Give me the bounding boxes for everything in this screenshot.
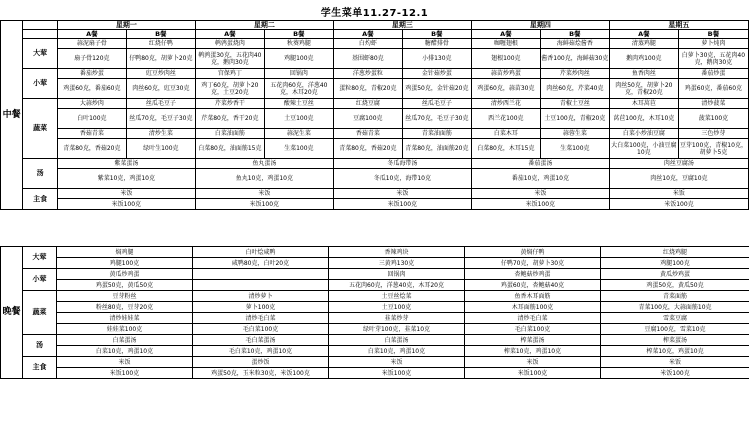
dish-amount: 莴苣100克，木耳10克 — [609, 109, 678, 129]
dish-name: 萝卜炖肉 — [678, 39, 748, 49]
dish-amount: 毛白菜100克 — [193, 324, 329, 335]
category-staple: 主食 — [23, 357, 57, 379]
soup-amount: 白菜10克，鸡蛋10克 — [329, 346, 465, 357]
dish-amount: 白菜80克，木耳15克 — [471, 139, 540, 159]
dish-name: 白叶烩咸鸭 — [193, 247, 329, 258]
category-big-meat: 大荤 — [23, 39, 58, 69]
dish-amount: 咸鸭80克，白叶20克 — [193, 258, 329, 269]
dish-amount: 鸡蛋60克，蒜苗30克 — [471, 79, 540, 99]
package-b-header: B餐 — [540, 30, 609, 39]
soup-name: 肉丝豆腐汤 — [609, 159, 748, 169]
dish-name: 韭菜炒芽 — [329, 313, 465, 324]
dish-amount: 白叶100克 — [57, 109, 126, 129]
dish-name: 青菜油面筋 — [402, 129, 471, 139]
dish-name: 蒜泥扇子骨 — [57, 39, 126, 49]
dish-amount: 豆腐100克 — [333, 109, 402, 129]
dish-amount: 鸡腿100克 — [264, 49, 333, 69]
dish-amount: 鸡蛋60克，番茄60克 — [678, 79, 748, 99]
day-header: 星期四 — [471, 21, 609, 30]
dinner-section-label: 晚餐 — [1, 247, 23, 379]
dish-amount: 肉丝50克，胡萝卜20克，青椒20克 — [609, 79, 678, 99]
dish-amount: 土豆100克 — [329, 302, 465, 313]
dish-amount: 生菜100克 — [540, 139, 609, 159]
dish-amount: 西兰花100克 — [471, 109, 540, 129]
dish-amount: 绿叶芽100克，韭菜10克 — [329, 324, 465, 335]
dish-amount: 鹅肉鸡100克 — [609, 49, 678, 69]
staple-name: 米饭 — [601, 357, 749, 368]
dish-amount: 肉丝60克，芹菜40克 — [540, 79, 609, 99]
dish-amount: 鸡蛋50克，黄瓜50克 — [601, 280, 749, 291]
package-b-header: B餐 — [264, 30, 333, 39]
soup-amount: 榨菜10克，鸡蛋10克 — [601, 346, 749, 357]
dish-name: 清炒毛白菜 — [465, 313, 601, 324]
soup-amount: 紫菜10克，鸡蛋10克 — [57, 169, 195, 189]
day-header: 星期五 — [609, 21, 748, 30]
dish-amount: 仔鸭80克，胡萝卜20克 — [126, 49, 195, 69]
dish-amount: 基围虾80克 — [333, 49, 402, 69]
dish-name: 金针菇炒蛋 — [402, 69, 471, 79]
dish-name: 芹菜炒肉丝 — [540, 69, 609, 79]
dish-amount: 丝瓜70克，毛豆子30克 — [402, 109, 471, 129]
dish-name: 清炒生菜 — [126, 129, 195, 139]
dish-name: 清炒毛白菜 — [193, 313, 329, 324]
dish-amount: 芹菜80克，香干20克 — [195, 109, 264, 129]
category-vegetable: 蔬菜 — [23, 99, 58, 159]
dish-name: 青菜面筋 — [601, 291, 749, 302]
dish-amount: 生菜100克 — [264, 139, 333, 159]
soup-amount: 鱼丸10克，鸡蛋10克 — [195, 169, 333, 189]
category-vegetable: 蔬菜 — [23, 291, 57, 335]
dish-amount: 木耳面筋100克 — [465, 302, 601, 313]
dish-name: 番茄炒蛋 — [678, 69, 748, 79]
staple-name: 米饭 — [195, 189, 333, 199]
dish-amount: 毛白菜100克 — [465, 324, 601, 335]
dish-name: 芹菜炒香干 — [195, 99, 264, 109]
category-big-meat: 大荤 — [23, 247, 57, 269]
dish-amount: 三黄鸡130克 — [329, 258, 465, 269]
dish-name: 白菜油面筋 — [195, 129, 264, 139]
dish-name: 洋葱炒蛋粒 — [333, 69, 402, 79]
dish-amount: 五花肉60克，洋葱40克，木耳20克 — [329, 280, 465, 291]
dish-name: 回锅肉 — [264, 69, 333, 79]
staple-name: 米饭 — [329, 357, 465, 368]
dish-amount: 丝瓜70克，毛豆子30克 — [126, 109, 195, 129]
day-header: 星期一 — [57, 21, 195, 30]
dish-name: 黄瓜炒鸡蛋 — [601, 269, 749, 280]
staple-name: 蛋炒饭 — [193, 357, 329, 368]
lunch-section-label: 中餐 — [1, 21, 23, 210]
staple-amount: 米饭100克 — [57, 199, 195, 210]
dish-name: 大蒜炒肉 — [57, 99, 126, 109]
package-a-header: A餐 — [609, 30, 678, 39]
soup-name: 榨菜蛋汤 — [465, 335, 601, 346]
dish-name: 蒜苗炒鸡蛋 — [471, 69, 540, 79]
dish-name: 清蒸鸡腿 — [609, 39, 678, 49]
dish-amount: 鸡腿100克 — [601, 258, 749, 269]
dish-name: 土豆丝烩菜 — [329, 291, 465, 302]
dish-name: 糖醋排骨 — [402, 39, 471, 49]
dish-amount: 菠菜100克 — [678, 109, 748, 129]
dish-name: 白灼虾 — [333, 39, 402, 49]
dish-name: 鹌鹑蛋烧肉 — [195, 39, 264, 49]
dish-amount: 小排130克 — [402, 49, 471, 69]
dish-name: 番茄炒蛋 — [57, 69, 126, 79]
dish-amount: 青菜80克，香菇20克 — [333, 139, 402, 159]
dish-amount: 鸡蛋60克，杏鲍菇40克 — [465, 280, 601, 291]
dish-name: 秋葵鸡腿 — [264, 39, 333, 49]
staple-name: 米饭 — [465, 357, 601, 368]
dish-name — [193, 269, 329, 280]
dish-name: 宫保鸡丁 — [195, 69, 264, 79]
dish-name: 红烧豆腐 — [333, 99, 402, 109]
package-b-header: B餐 — [126, 30, 195, 39]
staple-amount: 米饭100克 — [195, 199, 333, 210]
package-a-header: A餐 — [195, 30, 264, 39]
staple-amount: 米饭100克 — [465, 368, 601, 379]
dish-amount: 青菜80克，油面筋20克 — [402, 139, 471, 159]
dish-amount: 鹌鹑蛋30克，五花肉40克，鹅肉30克 — [195, 49, 264, 69]
staple-amount: 米饭100克 — [601, 368, 749, 379]
dish-name: 白菜小炒油豆腐 — [609, 129, 678, 139]
package-b-header: B餐 — [402, 30, 471, 39]
day-header: 星期二 — [195, 21, 333, 30]
lunch-table — [0, 20, 749, 210]
dish-name: 红烧鸡腿 — [601, 247, 749, 258]
dish-amount: 萝卜100克 — [193, 302, 329, 313]
soup-amount: 榨菜10克，鸡蛋10克 — [465, 346, 601, 357]
dish-name: 焖鸡腿 — [57, 247, 193, 258]
dish-amount: 蛋粒80克，青椒20克 — [333, 79, 402, 99]
package-a-header: A餐 — [57, 30, 126, 39]
soup-amount: 毛白菜10克，鸡蛋10克 — [193, 346, 329, 357]
dish-name: 鱼香肉丝 — [609, 69, 678, 79]
dish-amount — [193, 280, 329, 291]
dish-amount: 仔鸭70克，胡萝卜30克 — [465, 258, 601, 269]
dish-name: 木耳莴苣 — [609, 99, 678, 109]
staple-name: 米饭 — [609, 189, 748, 199]
dish-name: 回锅肉 — [329, 269, 465, 280]
dish-name: 蒜蓉生菜 — [540, 129, 609, 139]
dish-amount: 扇子骨120克 — [57, 49, 126, 69]
page-title: 学生菜单11.27-12.1 — [320, 8, 429, 19]
package-b-header: B餐 — [678, 30, 748, 39]
staple-amount: 米饭100克 — [329, 368, 465, 379]
dish-name: 鱼香木耳面筋 — [465, 291, 601, 302]
dish-amount: 翅根100克 — [471, 49, 540, 69]
dish-amount: 白菜80克，油面筋15克 — [195, 139, 264, 159]
dish-amount: 白萝卜30克，五花肉40克，鹅肉30克 — [678, 49, 748, 69]
soup-name: 白菜蛋汤 — [329, 335, 465, 346]
dish-name: 清炒菠菜 — [678, 99, 748, 109]
dish-name: 白菜木耳 — [471, 129, 540, 139]
staple-name: 米饭 — [333, 189, 471, 199]
category-staple: 主食 — [23, 189, 58, 210]
dish-amount: 酱香100克，海鲜菇30克 — [540, 49, 609, 69]
dish-amount: 青菜80克，香菇20克 — [57, 139, 126, 159]
staple-amount: 米饭100克 — [57, 368, 193, 379]
dish-name: 三色炒芽 — [678, 129, 748, 139]
dish-amount: 鸡蛋60克，番茄60克 — [57, 79, 126, 99]
dish-amount: 绿叶生100克 — [126, 139, 195, 159]
dish-amount: 青菜100克，大蒜面筋10克 — [601, 302, 749, 313]
dish-name: 雪菜豆腐 — [601, 313, 749, 324]
soup-name: 白菜蛋汤 — [57, 335, 193, 346]
dish-name: 青椒土豆丝 — [540, 99, 609, 109]
dish-name: 丝瓜毛豆子 — [402, 99, 471, 109]
dish-name: 香菇青菜 — [57, 129, 126, 139]
dish-name: 黄瓜炒鸡蛋 — [57, 269, 193, 280]
dish-amount: 鸡腿100克 — [57, 258, 193, 269]
dish-amount: 鸡蛋50克，金针菇20克 — [402, 79, 471, 99]
day-header: 星期三 — [333, 21, 471, 30]
category-soup: 汤 — [23, 335, 57, 357]
dish-amount: 粉丝80克，豆芽20克 — [57, 302, 193, 313]
dish-name: 丝瓜毛豆子 — [126, 99, 195, 109]
dish-amount: 土豆100克 — [264, 109, 333, 129]
dish-name: 香辣鸡块 — [329, 247, 465, 258]
dish-amount: 肉丝60克，豇豆30克 — [126, 79, 195, 99]
soup-name: 冬瓜海带汤 — [333, 159, 471, 169]
staple-amount: 鸡蛋50克，玉米粒30克，米饭100克 — [193, 368, 329, 379]
dish-amount: 豆芽100克，青椒10克，胡萝卜5克 — [678, 139, 748, 159]
staple-name: 米饭 — [471, 189, 609, 199]
dish-name: 酸辣土豆丝 — [264, 99, 333, 109]
dish-amount: 土豆100克，青椒20克 — [540, 109, 609, 129]
dish-amount: 豆腐100克，雪菜10克 — [601, 324, 749, 335]
staple-name: 米饭 — [57, 189, 195, 199]
staple-amount: 米饭100克 — [333, 199, 471, 210]
soup-name: 紫菜蛋汤 — [57, 159, 195, 169]
dish-amount: 鸡丁60克，胡萝卜20克，土豆20克 — [195, 79, 264, 99]
dish-name: 海鲜菇烩酱香 — [540, 39, 609, 49]
soup-amount: 肉丝10克，豆腐10克 — [609, 169, 748, 189]
dish-name: 黄焖仔鸭 — [465, 247, 601, 258]
soup-amount: 冬瓜10克，海带10克 — [333, 169, 471, 189]
soup-name: 毛白菜蛋汤 — [193, 335, 329, 346]
category-small-meat: 小荤 — [23, 69, 58, 99]
dish-name: 红烧仔鸭 — [126, 39, 195, 49]
dish-name: 豇豆炒肉丝 — [126, 69, 195, 79]
dish-name: 蒜泥生菜 — [264, 129, 333, 139]
package-a-header: A餐 — [471, 30, 540, 39]
staple-name: 米饭 — [57, 357, 193, 368]
dinner-table — [0, 246, 749, 379]
dish-amount: 娃娃菜100克 — [57, 324, 193, 335]
staple-amount: 米饭100克 — [471, 199, 609, 210]
soup-amount: 番茄10克，鸡蛋10克 — [471, 169, 609, 189]
dish-name: 豆芽粉丝 — [57, 291, 193, 302]
soup-amount: 白菜10克，鸡蛋10克 — [57, 346, 193, 357]
staple-amount: 米饭100克 — [609, 199, 748, 210]
dish-name: 清炒娃娃菜 — [57, 313, 193, 324]
soup-name: 榨菜蛋汤 — [601, 335, 749, 346]
dish-name: 杏鲍菇炒鸡蛋 — [465, 269, 601, 280]
dish-name: 咖喱翅根 — [471, 39, 540, 49]
dish-name: 香菇青菜 — [333, 129, 402, 139]
dish-amount: 五花肉60克，洋葱40克，木耳20克 — [264, 79, 333, 99]
dish-name: 清炒萝卜 — [193, 291, 329, 302]
dish-amount: 鸡蛋50克，黄瓜50克 — [57, 280, 193, 291]
soup-name: 鱼丸蛋汤 — [195, 159, 333, 169]
soup-name: 番茄蛋汤 — [471, 159, 609, 169]
dish-amount: 大白菜100克，小油豆腐10克 — [609, 139, 678, 159]
category-small-meat: 小荤 — [23, 269, 57, 291]
dish-name: 清炒西兰花 — [471, 99, 540, 109]
package-a-header: A餐 — [333, 30, 402, 39]
category-soup: 汤 — [23, 159, 58, 189]
